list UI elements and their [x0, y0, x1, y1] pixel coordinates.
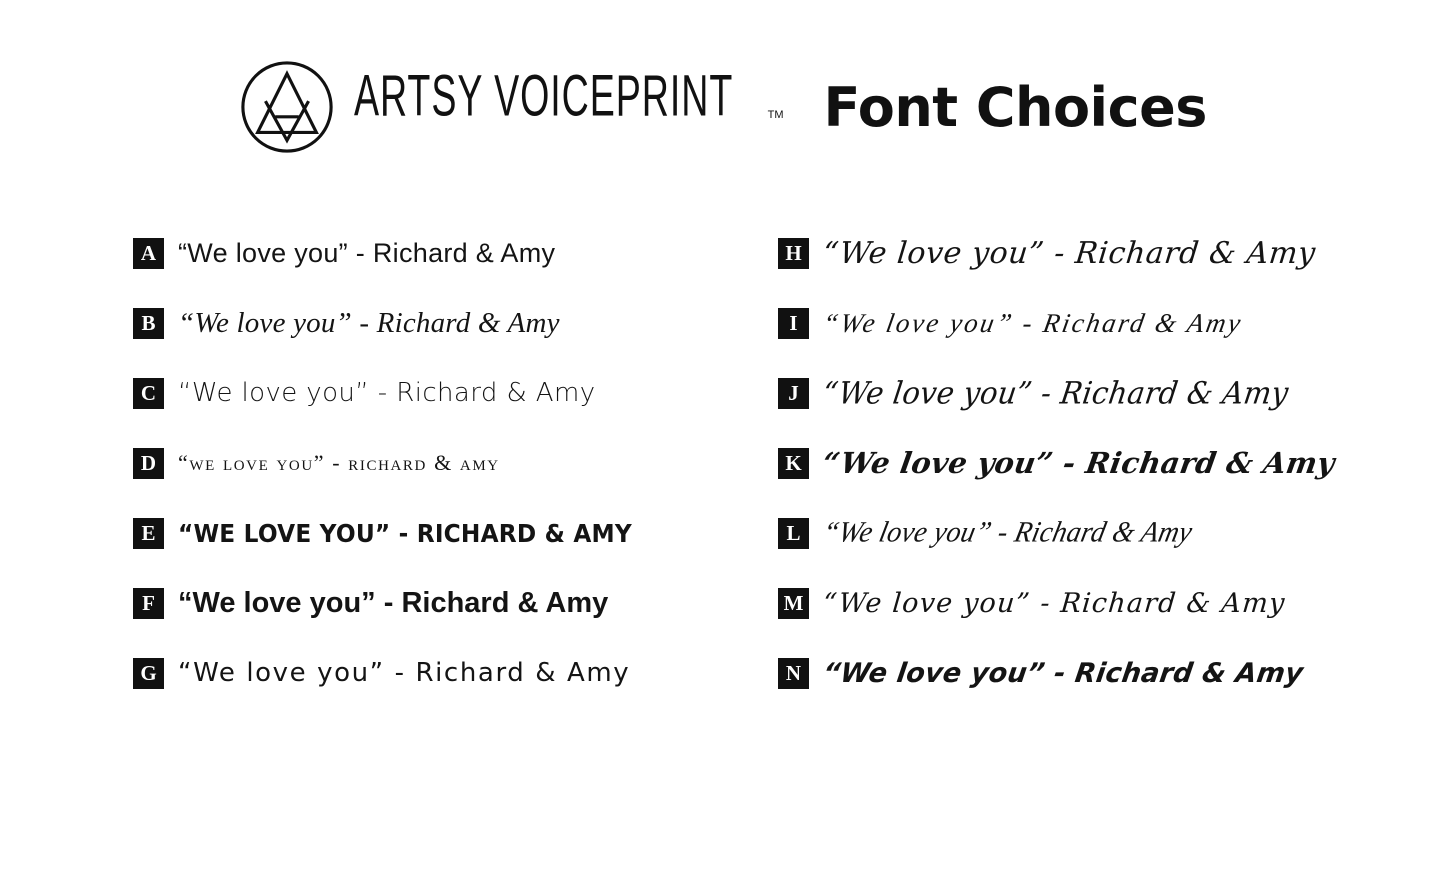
font-option-l[interactable]	[778, 498, 1340, 568]
font-sample-text: “We love you” - Richard & Amy	[178, 658, 631, 688]
font-sample-text: “We love you” - Richard & Amy	[178, 237, 556, 268]
font-sample-text: “We love you” - Richard & Amy	[178, 378, 596, 408]
font-option-h[interactable]	[778, 218, 1340, 288]
font-key-badge: J	[778, 378, 809, 409]
font-choices-grid	[0, 156, 1445, 708]
font-key-badge: F	[133, 588, 164, 619]
font-option-e[interactable]	[133, 498, 640, 568]
font-option-j[interactable]	[778, 358, 1340, 428]
font-sample-text: “WE LOVE YOU” - RICHARD & AMY	[178, 518, 632, 548]
font-column-left	[0, 218, 640, 708]
font-sample-text: “We love you” - Richard & Amy	[178, 586, 609, 619]
brand-name: ARTSY VOICEPRINT	[354, 64, 734, 129]
font-option-f[interactable]	[133, 568, 640, 638]
page-title: Font Choices	[823, 75, 1207, 139]
font-sample-text: “We love you” - Richard & Amy	[820, 374, 1291, 412]
font-key-badge: C	[133, 378, 164, 409]
font-option-a[interactable]	[133, 218, 640, 288]
font-sample-text: “We love you” - Richard & Amy	[820, 657, 1306, 689]
font-option-m[interactable]	[778, 568, 1340, 638]
font-key-badge: K	[778, 448, 809, 479]
font-option-c[interactable]	[133, 358, 640, 428]
font-option-b[interactable]	[133, 288, 640, 358]
font-sample-text: “We love you” - Richard & Amy	[821, 587, 1287, 619]
font-sample-text: “we love you” - richard & amy	[178, 450, 500, 475]
font-key-badge: L	[778, 518, 809, 549]
page-header	[0, 0, 1445, 156]
font-key-badge: B	[133, 308, 164, 339]
font-sample-text: “We love you” - Richard & Amy	[178, 306, 560, 339]
font-option-i[interactable]	[778, 288, 1340, 358]
font-sample-text: “We love you” - Richard & Amy	[820, 307, 1246, 338]
font-key-badge: I	[778, 308, 809, 339]
font-option-n[interactable]	[778, 638, 1340, 708]
font-option-d[interactable]	[133, 428, 640, 498]
font-column-right	[640, 218, 1340, 708]
trademark-mark: TM	[767, 108, 784, 121]
font-key-badge: H	[778, 238, 809, 269]
font-sample-text: “We love you” - Richard & Amy	[821, 235, 1318, 271]
font-option-g[interactable]	[133, 638, 640, 708]
font-sample-text: “We love you” - Richard & Amy	[819, 516, 1196, 549]
artsy-voiceprint-logo-icon	[238, 58, 336, 156]
font-key-badge: G	[133, 658, 164, 689]
font-key-badge: A	[133, 238, 164, 269]
brand-lockup	[354, 64, 784, 130]
font-key-badge: E	[133, 518, 164, 549]
font-option-k[interactable]	[778, 428, 1340, 498]
font-sample-text: “We love you” - Richard & Amy	[820, 446, 1338, 480]
font-key-badge: M	[778, 588, 809, 619]
font-key-badge: D	[133, 448, 164, 479]
font-key-badge: N	[778, 658, 809, 689]
